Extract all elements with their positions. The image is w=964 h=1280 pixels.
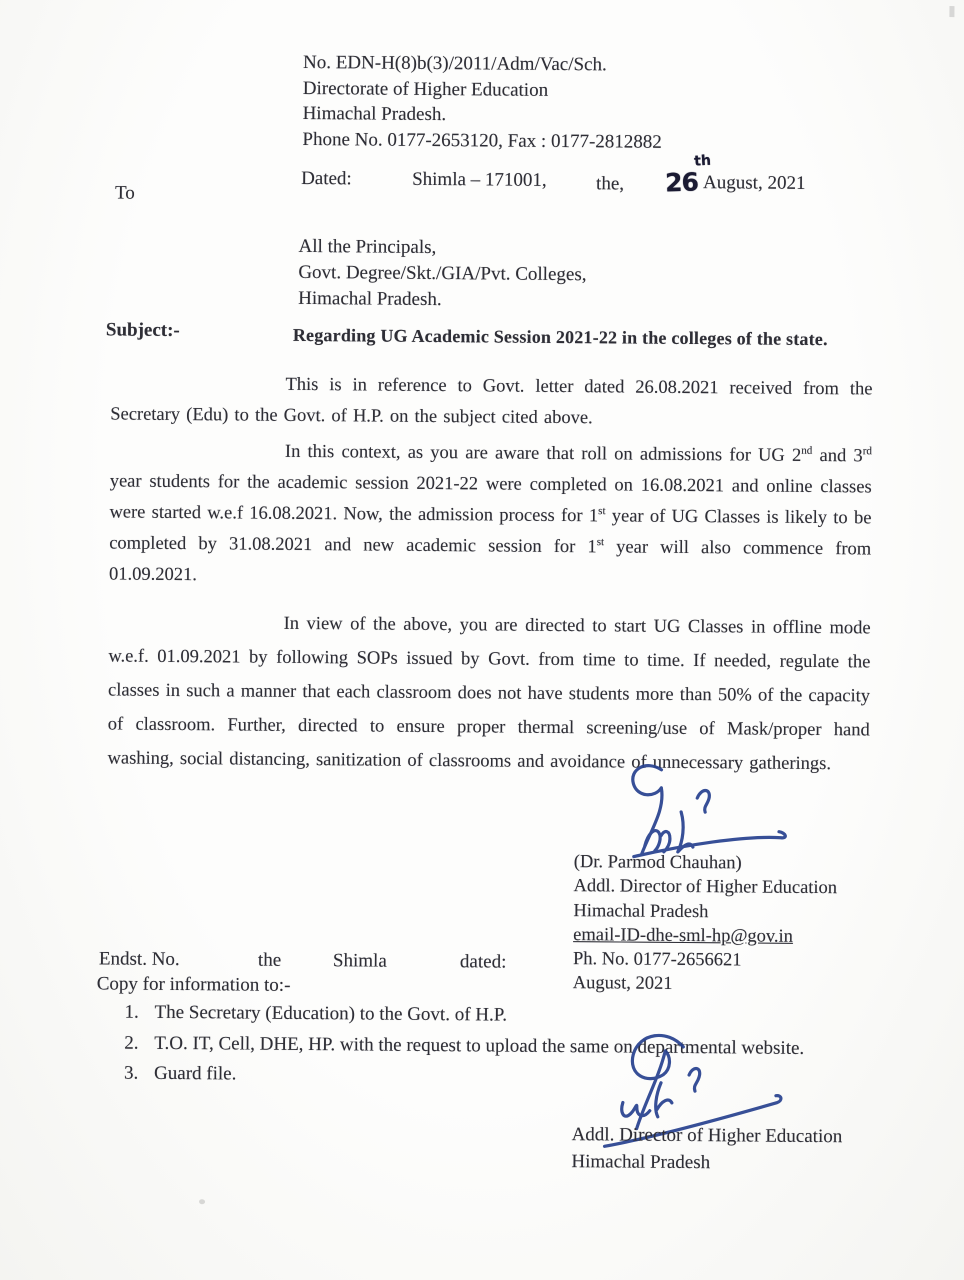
body-paragraph-1: This is in reference to Govt. letter dated 26.08.2021 received from the Secretary (Edu) to the Govt. of H.P. on the subject cited above. xyxy=(110,374,873,429)
endst-dated-label: dated: xyxy=(459,951,507,973)
signatory-org: Himachal Pradesh xyxy=(573,900,709,922)
addressee-line: All the Principals, xyxy=(298,235,437,259)
footer-signatory-block xyxy=(571,1122,842,1177)
signatory-name: (Dr. Parmod Chauhan) xyxy=(573,852,742,874)
org-name: Directorate of Higher Education xyxy=(302,77,549,101)
to-label: To xyxy=(114,182,135,204)
scan-artifact-mark xyxy=(949,6,954,17)
month-year: August, 2021 xyxy=(703,172,806,194)
reference-number: No. EDN-H(8)b(3)/2011/Adm/Vac/Sch. xyxy=(302,51,607,76)
endst-no-label: Endst. No. xyxy=(98,948,180,971)
copy-item-text: The Secretary (Education) to the Govt. of H.P. xyxy=(154,1001,508,1026)
letterhead xyxy=(302,50,662,155)
addressee-line: Govt. Degree/Skt./GIA/Pvt. Colleges, xyxy=(298,261,587,286)
signatory-email: email-ID-dhe-sml-hp@gov.in xyxy=(573,925,794,947)
footer-signatory-designation: Addl. Director of Higher Education xyxy=(571,1124,843,1148)
copy-item-text: Guard file. xyxy=(153,1062,237,1085)
place-pincode: Shimla – 171001, xyxy=(412,168,547,191)
footer-signatory-org: Himachal Pradesh xyxy=(571,1150,711,1173)
endst-place: Shimla xyxy=(332,950,387,972)
copy-heading: Copy for information to:- xyxy=(96,973,291,996)
copy-item-text: T.O. IT, Cell, DHE, HP. with the request to upload the same on departmental website. xyxy=(154,1032,805,1059)
the-word: the, xyxy=(595,173,625,195)
signatory-block xyxy=(573,850,838,998)
addressee-line: Himachal Pradesh. xyxy=(298,287,442,311)
endst-the-word: the xyxy=(257,949,282,971)
scan-artifact-smudge xyxy=(199,1199,205,1204)
body-paragraph-2: In this context, as you are aware that roll on admissions for UG 2nd and 3rd year students for the academic session 2021-22 were completed on 16.08.2021 and online classes were started w.e.f 16.08.2021. Now, the admission process for 1st year of UG Classes is likely to be completed by 31.08.2021 and new academic session for 1st year will also commence from 01.09.2021. xyxy=(108,441,873,586)
subject-label: Subject:- xyxy=(105,319,180,342)
signatory-designation: Addl. Director of Higher Education xyxy=(573,876,838,899)
phone-fax: Phone No. 0177-2653120, Fax : 0177-2812882 xyxy=(302,128,662,153)
org-state: Himachal Pradesh. xyxy=(302,102,447,126)
copy-item-number: 2. xyxy=(124,1032,139,1054)
addressee-block xyxy=(298,234,587,314)
dated-label: Dated: xyxy=(301,167,352,190)
signatory-date: August, 2021 xyxy=(572,973,673,995)
signatory-phone: Ph. No. 0177-2656621 xyxy=(572,949,742,971)
handwritten-day-suffix: th xyxy=(693,152,712,170)
copy-item-number: 1. xyxy=(124,1001,139,1023)
subject-text: Regarding UG Academic Session 2021-22 in the colleges of the state. xyxy=(292,324,828,350)
body-paragraph-3: In view of the above, you are directed to start UG Classes in offline mode w.e.f. 01.09.2021 by following SOPs issued by Govt. from time to time. If needed, regulate the classes in such a manner that each classroom does not have students more than 50% of the capacity of classroom. Further, directed to ensure proper thermal screening/use of Mask/proper hand washing, social distancing, sanitization of classrooms and avoidance of unnecessary gatherings. xyxy=(107,613,871,775)
copy-item-number: 3. xyxy=(123,1062,139,1084)
handwritten-day: 26 xyxy=(664,167,699,198)
